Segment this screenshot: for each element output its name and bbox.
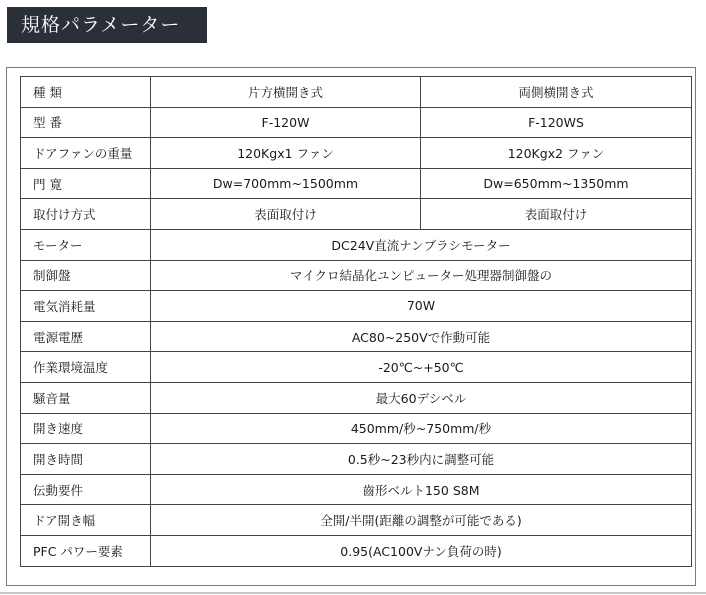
row-value: AC80~250Vで作動可能 bbox=[151, 321, 692, 352]
table-row bbox=[21, 413, 692, 444]
row-value-double-side: Dw=650mm~1350mm bbox=[421, 168, 692, 199]
table-row bbox=[21, 474, 692, 505]
bottom-divider bbox=[0, 592, 706, 594]
row-value-double-side: 表面取付け bbox=[421, 199, 692, 230]
row-label: 制御盤 bbox=[21, 260, 151, 291]
row-value: 450mm/秒~750mm/秒 bbox=[151, 413, 692, 444]
row-value: -20℃~+50℃ bbox=[151, 352, 692, 383]
row-label: ドアファンの重量 bbox=[21, 138, 151, 169]
section-title: 規格パラメーター bbox=[7, 7, 207, 43]
row-label: 開き速度 bbox=[21, 413, 151, 444]
table-row bbox=[21, 382, 692, 413]
row-label: 型 番 bbox=[21, 107, 151, 138]
row-value: 最大60デシベル bbox=[151, 382, 692, 413]
table-row bbox=[21, 260, 692, 291]
table-row bbox=[21, 535, 692, 566]
row-label: 開き時間 bbox=[21, 444, 151, 475]
spec-table bbox=[20, 76, 692, 567]
table-row bbox=[21, 168, 692, 199]
row-label: 騒音量 bbox=[21, 382, 151, 413]
row-label: 種 類 bbox=[21, 77, 151, 108]
table-row bbox=[21, 321, 692, 352]
row-label: 門 寛 bbox=[21, 168, 151, 199]
row-label: ドア開き幅 bbox=[21, 505, 151, 536]
row-value: マイクロ結晶化ユンピューター処理器制御盤の bbox=[151, 260, 692, 291]
table-row bbox=[21, 291, 692, 322]
row-value-single-side: 120Kgx1 ファン bbox=[151, 138, 421, 169]
row-value-single-side: 表面取付け bbox=[151, 199, 421, 230]
row-label: 電気消耗量 bbox=[21, 291, 151, 322]
row-value: DC24V直流ナンブラシモーター bbox=[151, 229, 692, 260]
row-label: 伝動要件 bbox=[21, 474, 151, 505]
row-value: 0.95(AC100Vナン負荷の時) bbox=[151, 535, 692, 566]
row-label: 作業環境温度 bbox=[21, 352, 151, 383]
table-row bbox=[21, 107, 692, 138]
row-label: PFC パワー要素 bbox=[21, 535, 151, 566]
row-label: 電源電歷 bbox=[21, 321, 151, 352]
row-label: モーター bbox=[21, 229, 151, 260]
row-value: 0.5秒~23秒内に調整可能 bbox=[151, 444, 692, 475]
table-row bbox=[21, 505, 692, 536]
table-row bbox=[21, 77, 692, 108]
table-row bbox=[21, 229, 692, 260]
table-row bbox=[21, 352, 692, 383]
row-value-single-side: F-120W bbox=[151, 107, 421, 138]
row-label: 取付け方式 bbox=[21, 199, 151, 230]
row-value-double-side: F-120WS bbox=[421, 107, 692, 138]
table-row bbox=[21, 138, 692, 169]
row-value: 70W bbox=[151, 291, 692, 322]
row-value-double-side: 120Kgx2 ファン bbox=[421, 138, 692, 169]
row-value-single-side: Dw=700mm~1500mm bbox=[151, 168, 421, 199]
table-row bbox=[21, 444, 692, 475]
row-value: 全開/半開(距離の調整が可能である) bbox=[151, 505, 692, 536]
table-row bbox=[21, 199, 692, 230]
row-value-single-side: 片方横開き式 bbox=[151, 77, 421, 108]
row-value: 齒形ベルト150 S8M bbox=[151, 474, 692, 505]
row-value-double-side: 両側横開き式 bbox=[421, 77, 692, 108]
